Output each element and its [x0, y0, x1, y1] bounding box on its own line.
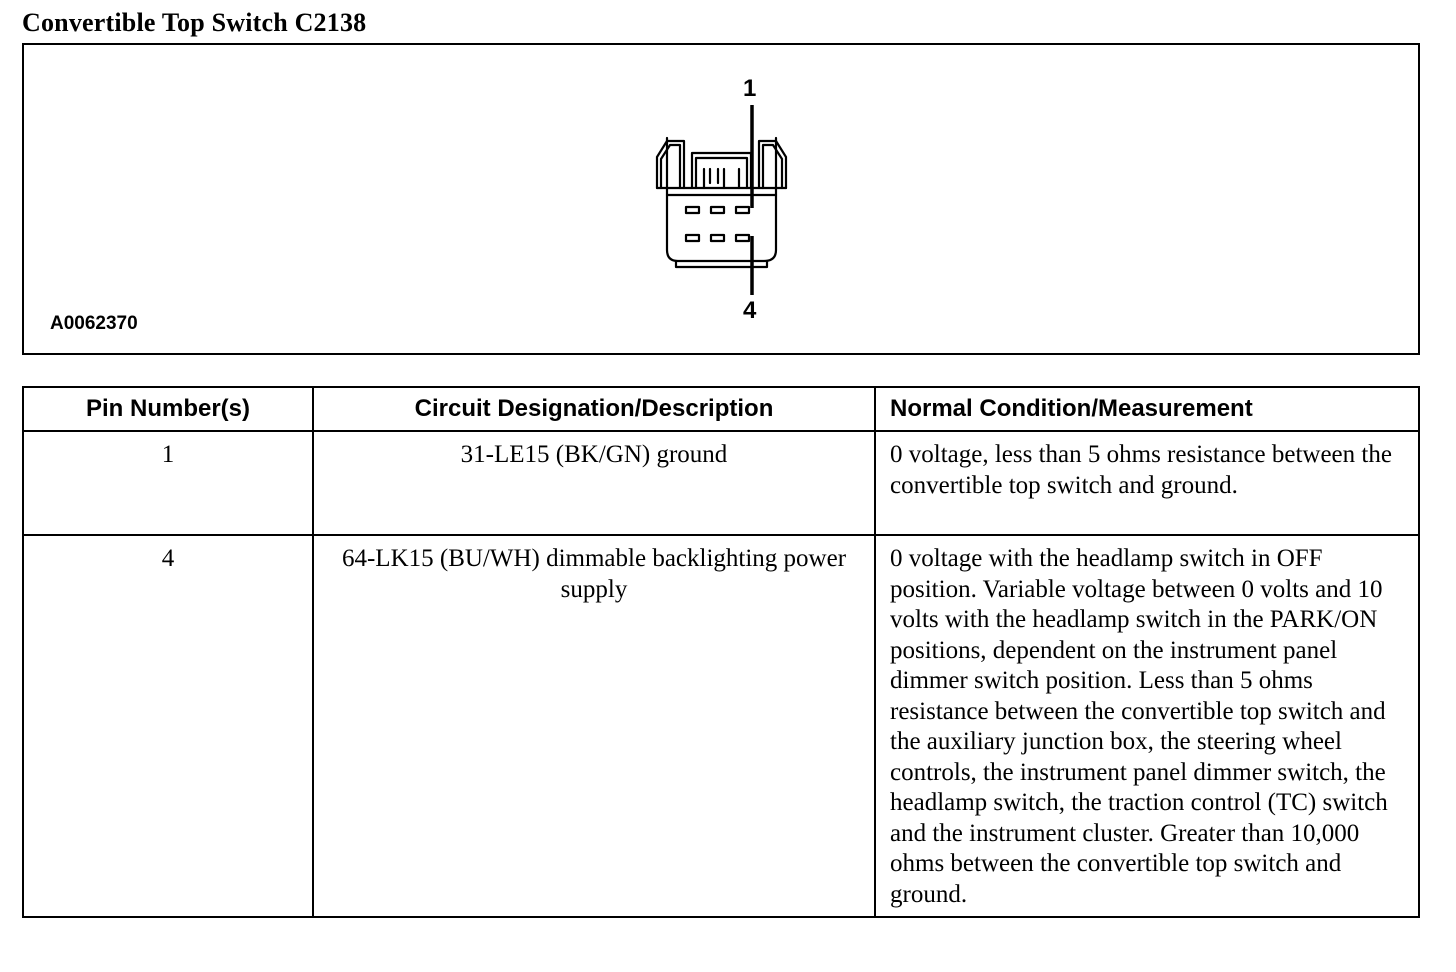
circuit-cell: 31-LE15 (BK/GN) ground	[313, 431, 875, 535]
connector-figure	[22, 43, 1420, 355]
circuit-cell: 64-LK15 (BU/WH) dimmable backlighting power supply	[313, 535, 875, 917]
connector-drawing	[24, 45, 1418, 353]
pin-cell: 4	[23, 535, 313, 917]
header-condition: Normal Condition/Measurement	[875, 387, 1419, 431]
table-header-row	[23, 387, 1419, 431]
figure-id: A0062370	[50, 313, 138, 334]
pinout-table	[22, 386, 1420, 918]
page-title: Convertible Top Switch C2138	[22, 8, 367, 37]
pin-1-callout: 1	[743, 75, 757, 102]
header-circuit: Circuit Designation/Description	[313, 387, 875, 431]
pin-4-callout: 4	[743, 297, 757, 324]
header-pin-number: Pin Number(s)	[23, 387, 313, 431]
table-row	[23, 431, 1419, 535]
table-row	[23, 535, 1419, 917]
condition-cell: 0 voltage, less than 5 ohms resistance between the convertible top switch and ground.	[875, 431, 1419, 535]
condition-cell: 0 voltage with the headlamp switch in OFF position. Variable voltage between 0 volts and 10 volts with the headlamp switch in the PARK/ON positions, dependent on the instrument panel dimmer switch position. Less than 5 ohms resistance between the convertible top switch and the auxiliary junction box, the steering wheel controls, the instrument panel dimmer switch, the headlamp switch, the traction control (TC) switch and the instrument cluster. Greater than 10,000 ohms between the convertible top switch and ground.	[875, 535, 1419, 917]
pin-cell: 1	[23, 431, 313, 535]
